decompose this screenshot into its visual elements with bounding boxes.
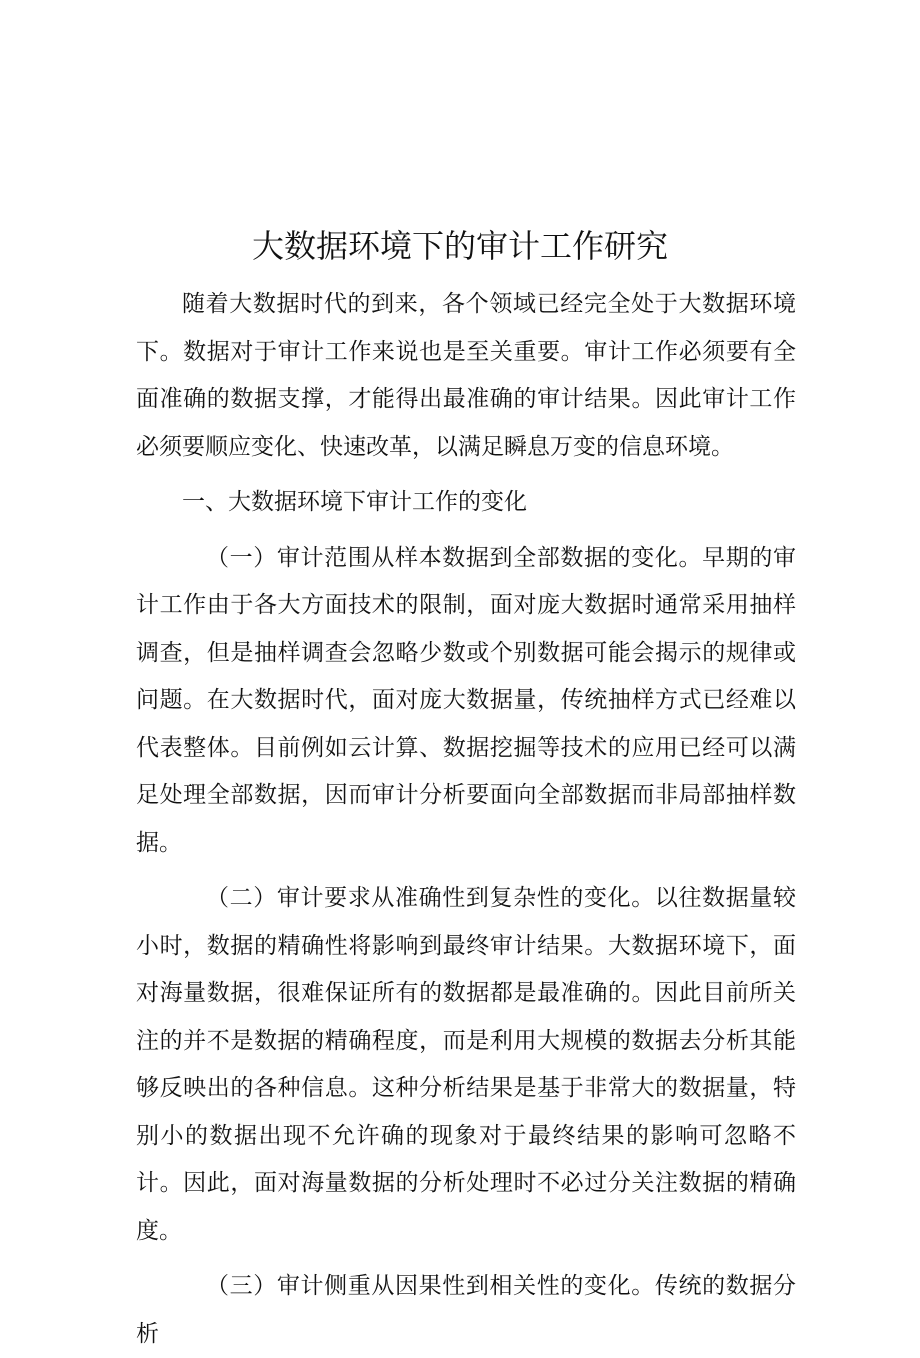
paragraph-sub-1: （一）审计范围从样本数据到全部数据的变化。早期的审计工作由于各大方面技术的限制，面对庞大数据时通常采用抽样调查，但是抽样调查会忽略少数或个别数据可能会揭示的规律或问题。在大数据时代，面对庞大数据量，传统抽样方式已经难以代表整体。目前例如云计算、数据挖掘等技术的应用已经可以满足处理全部数据，因而审计分析要面向全部数据而非局部抽样数据。 <box>136 544 796 856</box>
section-heading-1: 一、大数据环境下审计工作的变化 <box>182 489 527 515</box>
document-title: 大数据环境下的审计工作研究 <box>251 227 668 265</box>
paragraph-sub-3: （三）审计侧重从因果性到相关性的变化。传统的数据分析 <box>136 1273 796 1347</box>
paragraph-sub-2: （二）审计要求从准确性到复杂性的变化。以往数据量较小时，数据的精确性将影响到最终审计结果。大数据环境下，面对海量数据，很难保证所有的数据都是最准确的。因此目前所关注的并不是数据的精确程度，而是利用大规模的数据去分析其能够反映出的各种信息。这种分析结果是基于非常大的数据量，特别小的数据出现不允许确的现象对于最终结果的影响可忽略不计。因此，面对海量数据的分析处理时不必过分关注数据的精确度。 <box>136 885 796 1244</box>
paragraph-intro: 随着大数据时代的到来，各个领域已经完全处于大数据环境下。数据对于审计工作来说也是至关重要。审计工作必须要有全面准确的数据支撑，才能得出最准确的审计结果。因此审计工作必须要顺应变化、快速改革，以满足瞬息万变的信息环境。 <box>136 291 796 460</box>
document-body <box>136 281 796 1358</box>
